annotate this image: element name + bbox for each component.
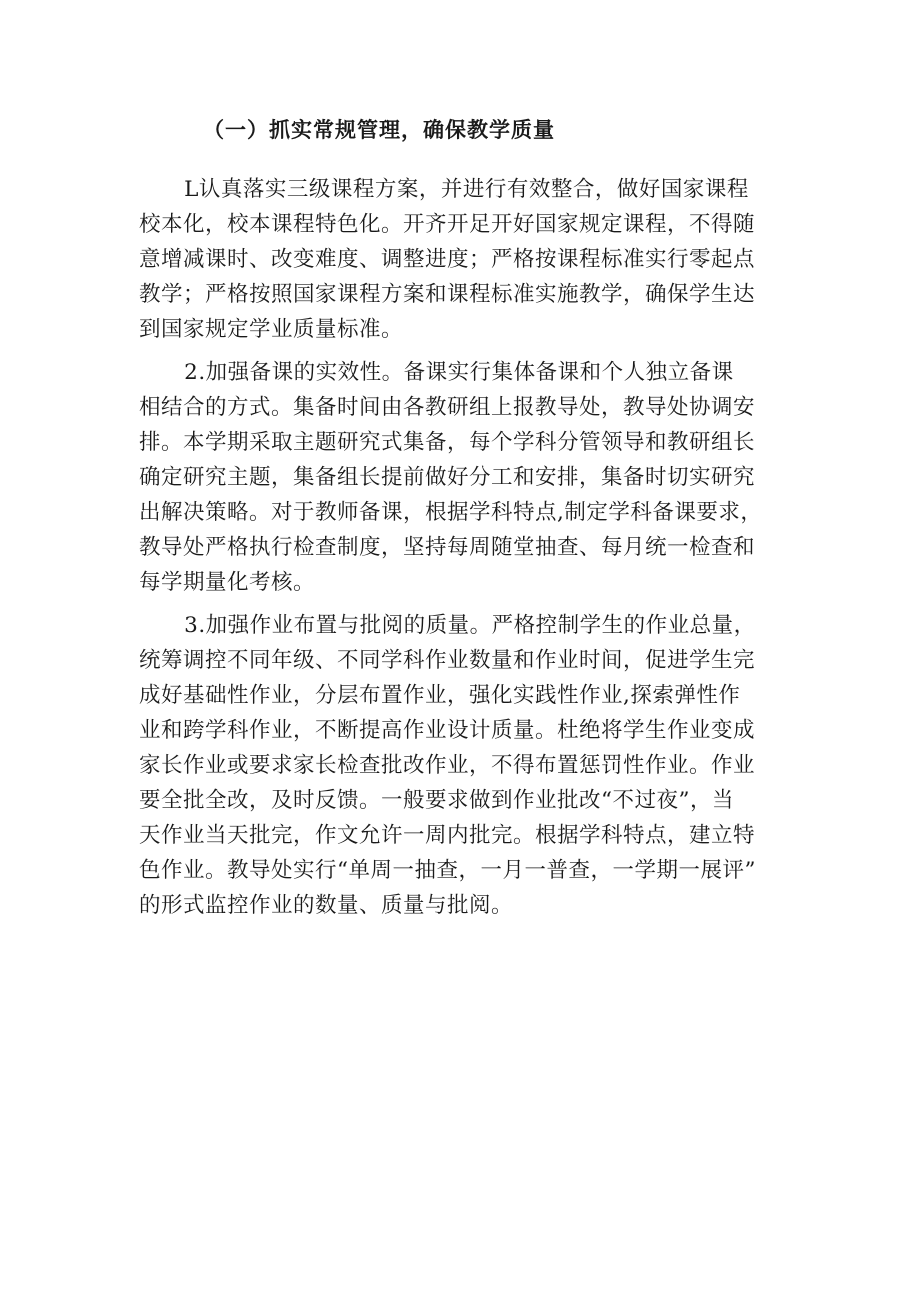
- paragraph-line: L认真落实三级课程方案，并进行有效整合，做好国家课程: [184, 177, 749, 202]
- paragraph-line: 每学期量化考核。: [139, 570, 316, 595]
- paragraph-line: 业和跨学科作业，不断提高作业设计质量。杜绝将学生作业变成: [139, 718, 756, 743]
- paragraph-line: 排。本学期采取主题研究式集备，每个学科分管领导和教研组长: [139, 430, 756, 455]
- paragraph-line: 要全批全改，及时反馈。一般要求做到作业批改“不过夜”，当: [139, 788, 734, 813]
- paragraph-line: 3.加强作业布置与批阅的质量。严格控制学生的作业总量，: [184, 613, 756, 638]
- paragraph-line: 教导处严格执行检查制度，坚持每周随堂抽查、每月统一检查和: [139, 535, 756, 560]
- paragraph-1: [139, 172, 791, 347]
- paragraph-3: [139, 608, 791, 923]
- paragraph-line: 的形式监控作业的数量、质量与批阅。: [139, 893, 514, 918]
- paragraph-line: 意增减课时、改变难度、调整进度；严格按课程标准实行零起点: [139, 247, 756, 272]
- paragraph-line: 成好基础性作业，分层布置作业，强化实践性作业,探索弹性作: [139, 683, 741, 708]
- paragraph-line: 教学；严格按照国家课程方案和课程标准实施教学，确保学生达: [139, 282, 756, 307]
- paragraph-line: 统筹调控不同年级、不同学科作业数量和作业时间，促进学生完: [139, 648, 756, 673]
- paragraph-line: 到国家规定学业质量标准。: [139, 317, 404, 342]
- section-heading: （一）抓实常规管理，确保教学质量: [203, 117, 555, 142]
- paragraph-line: 确定研究主题，集备组长提前做好分工和安排，集备时切实研究: [139, 465, 756, 490]
- paragraph-2: [139, 355, 791, 600]
- document-page: [139, 112, 791, 931]
- paragraph-line: 2.加强备课的实效性。备课实行集体备课和个人独立备课: [184, 360, 734, 385]
- paragraph-line: 相结合的方式。集备时间由各教研组上报教导处，教导处协调安: [139, 395, 756, 420]
- paragraph-line: 家长作业或要求家长检查批改作业，不得布置惩罚性作业。作业: [139, 753, 756, 778]
- paragraph-line: 出解决策略。对于教师备课，根据学科特点,制定学科备课要求，: [139, 500, 763, 525]
- paragraph-line: 色作业。教导处实行“单周一抽查，一月一普查，一学期一展评”: [139, 858, 756, 883]
- paragraph-line: 天作业当天批完，作文允许一周内批完。根据学科特点，建立特: [139, 823, 756, 848]
- paragraph-line: 校本化，校本课程特色化。开齐开足开好国家规定课程，不得随: [139, 212, 756, 237]
